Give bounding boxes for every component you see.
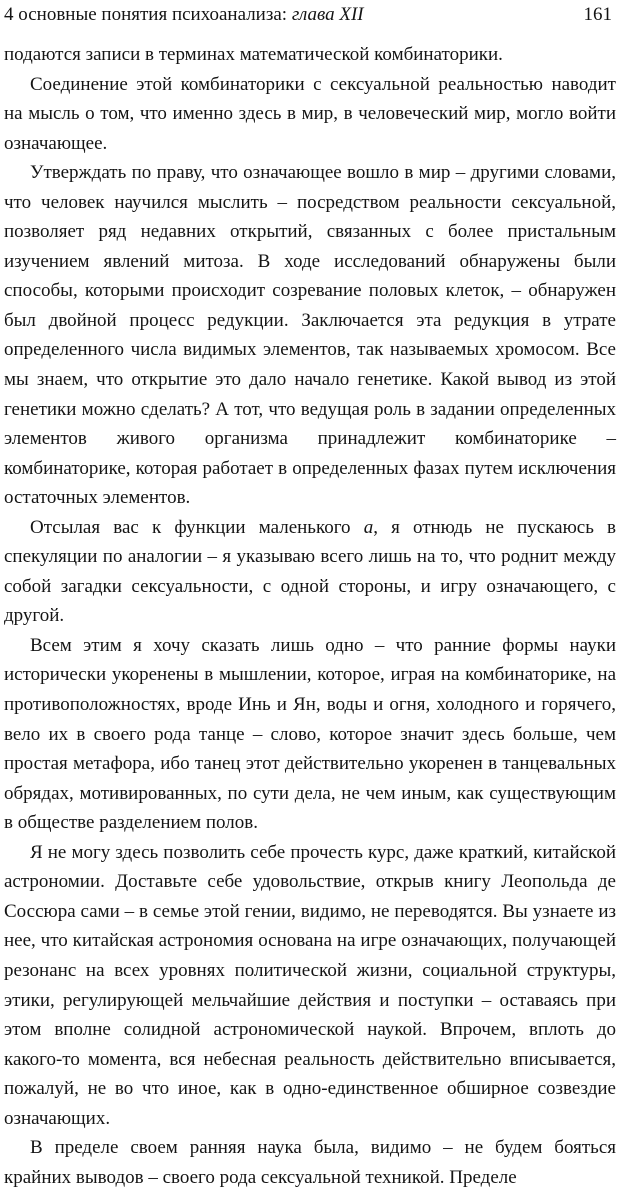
paragraph-4-end: , я отнюдь не пускаюсь в спекуляции по аналогии – я указываю всего лишь на то, что роднит между собой загадки сексуальности, с одной стороны, и игру означающего, с другой. bbox=[4, 516, 616, 627]
running-head bbox=[4, 2, 364, 28]
running-title: 4 основные понятия психоанализа: bbox=[4, 4, 292, 25]
paragraph-4-start: Отсылая вас к функции маленького bbox=[30, 516, 364, 538]
page-number: 161 bbox=[583, 4, 612, 25]
paragraph-5: Всем этим я хочу сказать лишь одно – что ранние формы науки исторически укоренены в мышлении, которое, играя на комбинаторике, на противоположностях, вроде Инь и Ян, воды и огня, холодного и горячего, вело их в своего рода танце – слово, которое значит здесь больше, чем простая метафора, ибо танец этот действительно укоренен в танцевальных обрядах, мотивированных, по сути дела, не чем иным, как существующим в обществе разделением полов. bbox=[4, 634, 616, 834]
paragraph-1: подаются записи в терминах математической комбинаторики. bbox=[4, 44, 503, 65]
paragraph-7: В пределе своем ранняя наука была, видимо – не будем бояться крайних выводов – своего рода сексуальной техникой. Пределе bbox=[4, 1137, 616, 1188]
small-a-symbol: а bbox=[363, 516, 374, 538]
chapter-label: глава XII bbox=[291, 4, 364, 25]
paragraph-6: Я не могу здесь позволить себе прочесть курс, даже краткий, китайской астрономии. Доставьте себе удовольствие, открыв книгу Леопольда де Соссюра сами – в семье этой гении, видимо, не переводятся. Вы узнаете из нее, что китайская астрономия основана на игре означающих, получающей резонанс на всех уровнях политической жизни, социальной структуры, этики, регулирующей мельчайшие действия и поступки – оставаясь при этом вполне солидной астрономической наукой. Впрочем, вплоть до какого-то момента, вся небесная реальность действительно вписывается, пожалуй, не во что иное, как в одно-единственное обширное созвездие означающих. bbox=[4, 841, 616, 1129]
paragraph-3: Утверждать по праву, что означающее вошло в мир – другими словами, что человек научился мыслить – посредством реальности сексуальной, позволяет ряд недавних открытий, связанных с более пристальным изучением явлений митоза. В ходе исследований обнаружены были способы, которыми происходит созревание половых клеток, – обнаружен был двойной процесс редукции. Заключается эта редукция в утрате определенного числа видимых элементов, так называемых хромосом. Все мы знаем, что открытие это дало начало генетике. Какой вывод из этой генетики можно сделать? А тот, что ведущая роль в задании определенных элементов живого организма принадлежит комбинаторике – комбинаторике, которая работает в определенных фазах путем исключения остаточных элементов. bbox=[4, 162, 616, 509]
body-text bbox=[4, 40, 616, 1192]
page-header bbox=[4, 2, 616, 32]
paragraph-4 bbox=[4, 513, 616, 631]
paragraph-2: Соединение этой комбинаторики с сексуальной реальностью наводит на мысль о том, что именно здесь в мир, в человеческий мир, могло войти означающее. bbox=[4, 73, 616, 154]
